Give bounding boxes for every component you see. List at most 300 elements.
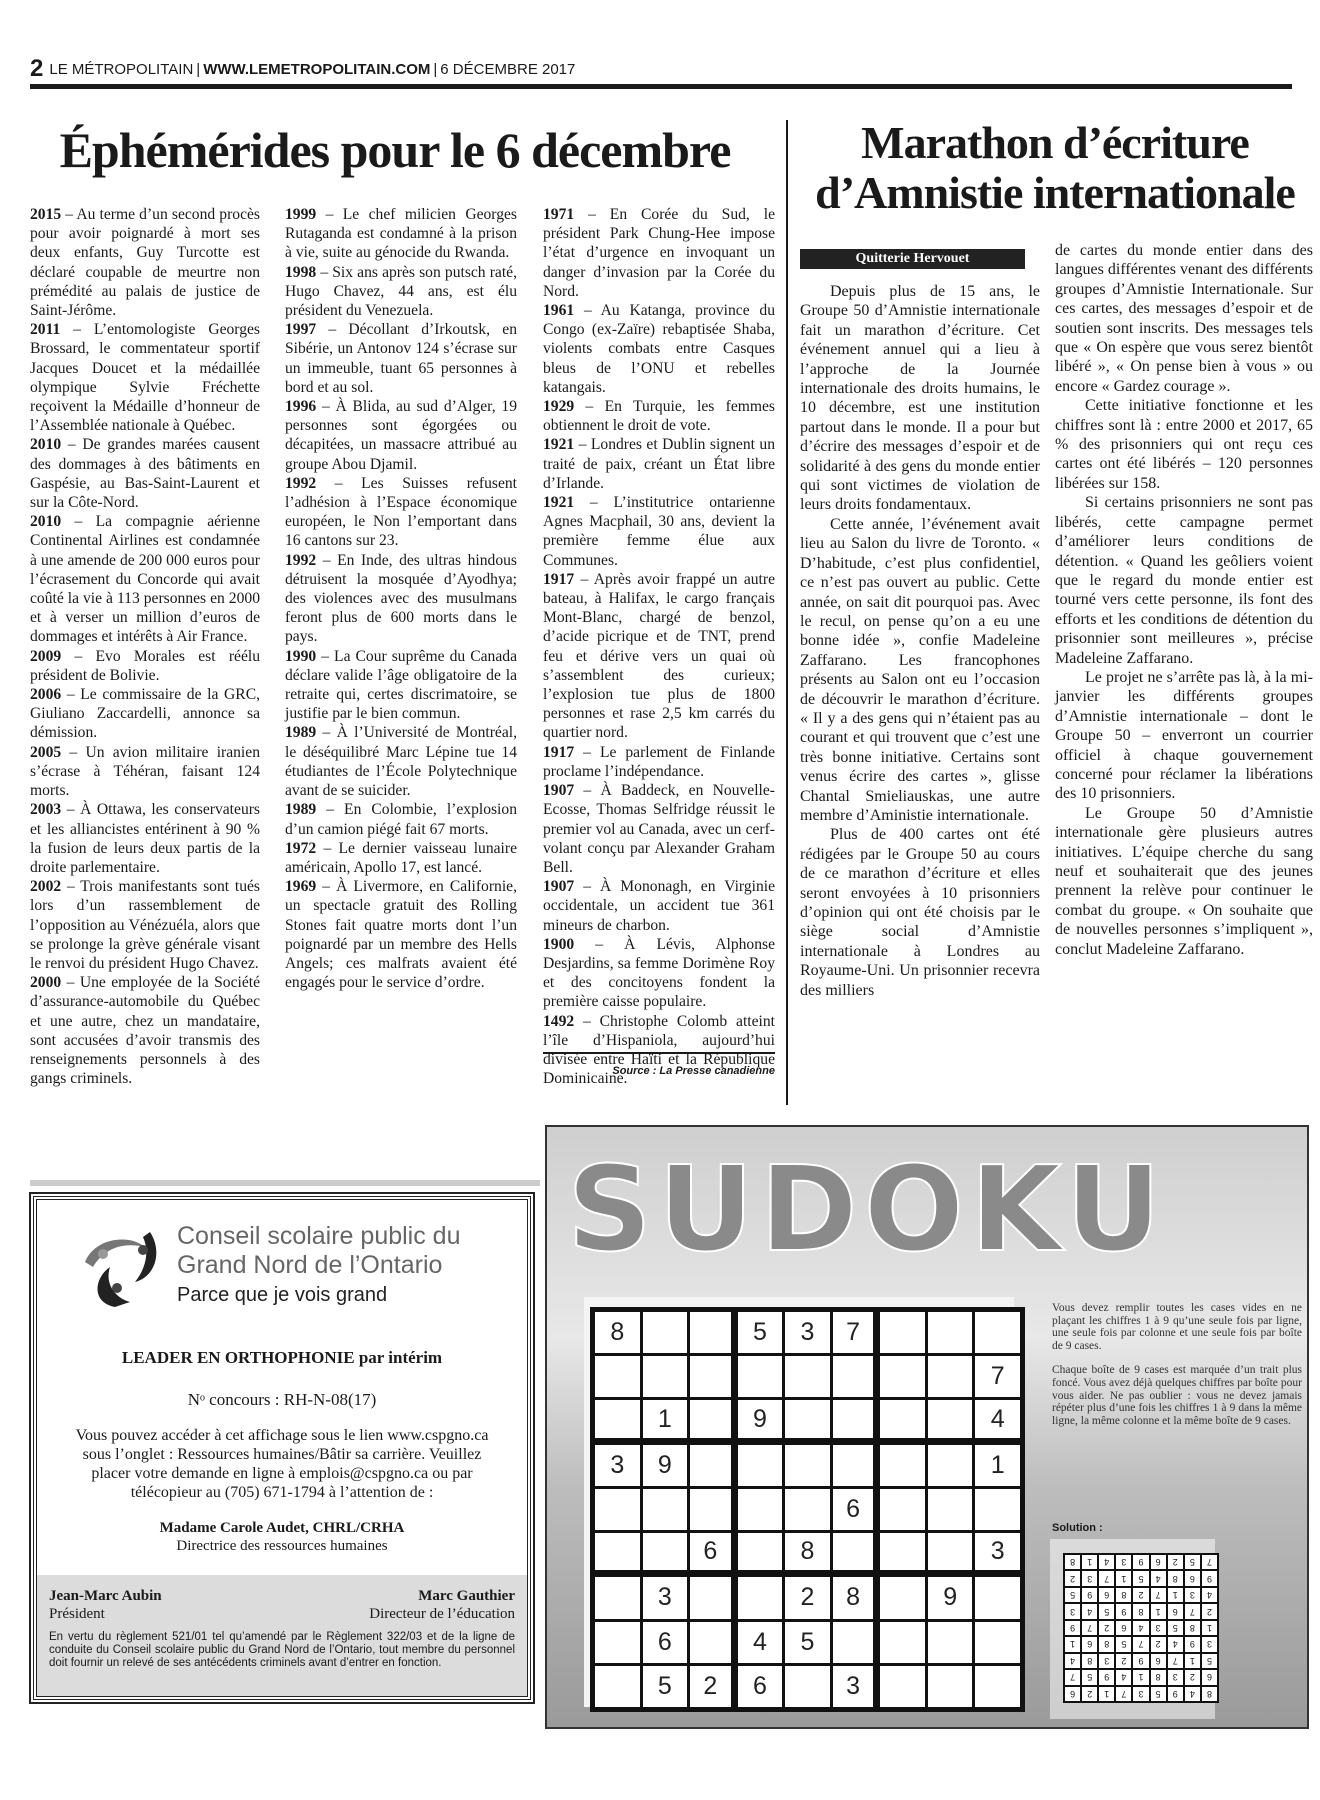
sudoku-cell[interactable] (785, 1445, 830, 1486)
organization-tagline: Parce que je vois grand (177, 1284, 388, 1306)
sudoku-cell[interactable] (880, 1666, 925, 1707)
solution-cell: 4 (1099, 1555, 1114, 1569)
job-title: LEADER EN ORTHOPHONIE par intérim (121, 1348, 443, 1367)
entry-text: – En Turquie, les femmes obtiennent le droit de vote. (543, 398, 775, 435)
ephemerides-title: Éphémérides pour le 6 décembre (59, 122, 731, 178)
article-paragraph: Cette année, l’événement avait lieu au Salon du livre de Toronto. « D’habitude, c’est plus confidentiel, ce n’est pas ouvert au public. Cette année, on sait dit pourquoi pas. Avec le recul, on pense qu’on a eu une bonne idée », confie Madeleine Zaffarano. Les francophones présents au Salon ont eu l’occasion de découvrir le marathon d’écriture. « Il y a des gens qui n’étaient pas au courant et qui trouvent que c’est une très bonne initiative. Certains sont venus écrire des cartes », glisse Chantal Smieliauskas, une autre membre d’Aministie internationale. (800, 515, 1040, 824)
ephemerides-column-2 (285, 205, 517, 992)
sudoku-cell[interactable]: 1 (975, 1445, 1020, 1486)
source-credit: Source : La Presse canadienne (612, 1065, 775, 1077)
solution-cell: 3 (1151, 1621, 1166, 1635)
solution-cell: 3 (1133, 1687, 1148, 1701)
sudoku-instructions (1052, 1302, 1302, 1439)
sudoku-cell[interactable] (880, 1445, 925, 1486)
sudoku-cell[interactable]: 5 (785, 1622, 830, 1663)
entry-year: 1989 (285, 724, 317, 742)
sudoku-cell[interactable]: 8 (595, 1312, 640, 1353)
solution-cell: 3 (1116, 1555, 1131, 1569)
solution-cell: 1 (1133, 1670, 1148, 1684)
solution-cell: 3 (1099, 1654, 1114, 1668)
sudoku-cell[interactable] (643, 1356, 688, 1397)
school-board-logo-icon (75, 1222, 165, 1312)
sudoku-cell[interactable]: 5 (738, 1312, 783, 1353)
sudoku-cell[interactable]: 6 (833, 1489, 874, 1530)
ephemeride-entry (285, 551, 517, 647)
sudoku-cell[interactable] (975, 1666, 1020, 1707)
solution-cell: 6 (1151, 1654, 1166, 1668)
solution-cell: 3 (1082, 1571, 1097, 1585)
solution-cell: 7 (1202, 1555, 1217, 1569)
solution-cell: 9 (1133, 1555, 1148, 1569)
article-paragraph: Si certains prisonniers ne sont pas libérés, cette campagne permet d’améliorer leurs conditions de détention. « Quand les geôliers voient que le regard du monde entier est tourné vers cette personne, ils font des efforts et les conditions de détention du prisonnier sont meilleures », précise Madeleine Zaffarano. (1055, 494, 1313, 667)
ephemeride-entry (285, 263, 517, 321)
sudoku-cell[interactable]: 3 (785, 1312, 830, 1353)
entry-year: 1992 (285, 551, 317, 569)
sudoku-cell[interactable] (880, 1312, 925, 1353)
sudoku-solution-grid (1063, 1553, 1219, 1703)
solution-cell: 5 (1065, 1588, 1080, 1602)
sudoku-cell[interactable]: 7 (833, 1312, 874, 1353)
entry-text: – La compagnie aérienne Continental Airlines est condamnée à une amende de 200 000 euros pour l’écrasement du Concorde qui avait coûté la vie à 113 personnes en 2000 et à verser un million d’euros de dommages et intérêts à Air France. (30, 513, 260, 646)
separator: | (196, 61, 201, 78)
sudoku-cell[interactable] (880, 1577, 925, 1618)
article-paragraph: Le Groupe 50 d’Amnistie internationale gère plusieurs autres initiatives. L’équipe cherche du sang neuf et souhaiterait que des jeunes prennent la relève pour continuer le combat du groupe. « On souhaite que de nouvelles personnes s’impliquent », conclut Madeleine Zaffarano. (1055, 804, 1313, 958)
sudoku-cell[interactable] (975, 1489, 1020, 1530)
sudoku-cell[interactable] (833, 1400, 874, 1437)
sudoku-cell[interactable] (595, 1400, 640, 1437)
sudoku-cell[interactable] (690, 1356, 731, 1397)
sudoku-cell[interactable] (880, 1400, 925, 1437)
ephemeride-entry (543, 301, 775, 397)
sudoku-cell[interactable]: 7 (975, 1356, 1020, 1397)
ephemeride-entry (30, 205, 260, 320)
sudoku-cell[interactable] (738, 1356, 783, 1397)
sudoku-cell[interactable] (595, 1577, 640, 1618)
solution-cell: 7 (1185, 1604, 1200, 1618)
entry-year: 1989 (285, 801, 317, 819)
entry-year: 1997 (285, 321, 317, 339)
sudoku-cell[interactable] (738, 1533, 783, 1570)
entry-text: – Au Katanga, province du Congo (ex-Zaïre) rebaptisée Shaba, violents combats entre Casques bleus de l’ONU et rebelles katangais. (543, 302, 775, 396)
ephemeride-entry (30, 647, 260, 685)
solution-cell: 9 (1099, 1670, 1114, 1684)
sudoku-cell[interactable] (833, 1445, 874, 1486)
sudoku-cell[interactable] (595, 1622, 640, 1663)
entry-year: 2002 (30, 878, 62, 896)
entry-year: 1969 (285, 878, 317, 896)
solution-cell: 4 (1185, 1687, 1200, 1701)
sudoku-cell[interactable] (690, 1312, 731, 1353)
solution-cell: 8 (1185, 1621, 1200, 1635)
solution-cell: 6 (1065, 1687, 1080, 1701)
solution-cell: 2 (1133, 1588, 1148, 1602)
sudoku-cell[interactable] (643, 1312, 688, 1353)
solution-cell: 8 (1082, 1654, 1097, 1668)
sudoku-cell[interactable]: 3 (643, 1577, 688, 1618)
solution-cell: 4 (1116, 1670, 1131, 1684)
entry-text: – À Livermore, en Californie, un spectacle gratuit des Rolling Stones fait quatre morts dont l’un poignardé par un membre des Hells Angels; ces malfrats avaient été engagés pour le service d’ordre. (285, 878, 517, 992)
entry-text: – Londres et Dublin signent un traité de paix, créant un État libre d’Irlande. (543, 436, 775, 492)
entry-text: – À l’Université de Montréal, le déséquilibré Marc Lépine tue 14 étudiantes de l’École Polytechnique avant de se suicider. (285, 724, 517, 800)
entry-text: – Evo Morales est réélu président de Bolivie. (30, 647, 260, 684)
ephemeride-entry (30, 973, 260, 1088)
solution-cell: 9 (1202, 1571, 1217, 1585)
entry-text: – Décollant d’Irkoutsk, en Sibérie, un Antonov 124 s’écrase sur un immeuble, tuant 65 personnes à bord et au sol. (285, 321, 517, 396)
solution-cell: 7 (1133, 1637, 1148, 1651)
sudoku-cell[interactable]: 3 (975, 1533, 1020, 1570)
sudoku-cell[interactable] (833, 1622, 874, 1663)
entry-text: – À Mononagh, en Virginie occidentale, un accident tue 361 mineurs de charbon. (543, 878, 775, 934)
ad-footer (37, 1575, 527, 1696)
ephemerides-column-3 (543, 205, 775, 1088)
sudoku-cell[interactable]: 2 (690, 1666, 731, 1707)
solution-cell: 4 (1082, 1604, 1097, 1618)
entry-year: 2006 (30, 686, 62, 704)
article-paragraph: Cette initiative fonctionne et les chiffres sont là : entre 2000 et 2017, 65 % des prisonniers qui ont reçu ces cartes ont été libérés – 120 personnes libérées sur 158. (1055, 397, 1313, 492)
author-byline: Quitterie Hervouet (800, 249, 1025, 269)
sudoku-cell[interactable] (833, 1533, 874, 1570)
sudoku-cell[interactable]: 3 (595, 1445, 640, 1486)
organization-name-line-2: Grand Nord de l’Ontario (177, 1251, 443, 1279)
sudoku-cell[interactable] (738, 1577, 783, 1618)
entry-year: 2011 (30, 321, 61, 339)
entry-text: – L’institutrice ontarienne Agnes Macphail, 30 ans, devient la première femme élue aux Communes. (543, 494, 775, 569)
entry-text: – En Inde, des ultras hindous détruisent la mosquée d’Ayodhya; des violences avec des musulmans feront plus de 600 morts dans le pays. (285, 551, 517, 646)
solution-cell: 1 (1151, 1604, 1166, 1618)
entry-year: 1907 (543, 878, 575, 896)
solution-cell: 1 (1202, 1621, 1217, 1635)
solution-cell: 8 (1151, 1670, 1166, 1684)
sudoku-cell[interactable] (690, 1577, 731, 1618)
ephemeride-entry (543, 935, 775, 1012)
ephemeride-entry (285, 647, 517, 724)
sudoku-cell[interactable] (785, 1666, 830, 1707)
solution-cell: 9 (1082, 1588, 1097, 1602)
organization-name (177, 1222, 460, 1280)
solution-cell: 6 (1151, 1555, 1166, 1569)
solution-cell: 3 (1168, 1670, 1183, 1684)
solution-cell: 6 (1099, 1588, 1114, 1602)
solution-cell: 8 (1133, 1604, 1148, 1618)
ephemeride-entry (285, 320, 517, 397)
sudoku-cell[interactable]: 9 (643, 1445, 688, 1486)
entry-year: 2015 (30, 206, 62, 223)
sudoku-cell[interactable] (785, 1489, 830, 1530)
entry-text: – Le parlement de Finlande proclame l’indépendance. (543, 743, 775, 780)
sudoku-cell[interactable] (928, 1356, 973, 1397)
entry-year: 1971 (543, 206, 575, 223)
website-link[interactable]: WWW.LEMETROPOLITAIN.COM (203, 61, 431, 78)
ephemeride-entry (285, 839, 517, 877)
sudoku-cell[interactable]: 4 (975, 1400, 1020, 1437)
contact-role: Directrice des ressources humaines (176, 1538, 388, 1554)
sudoku-cell[interactable] (595, 1356, 640, 1397)
section-divider (30, 1180, 540, 1186)
solution-cell: 3 (1202, 1637, 1217, 1651)
entry-text: – La Cour suprême du Canada déclare valide l’âge obligatoire de la retraite qui, certes discrimatoire, se justifie par le bien commun. (285, 647, 517, 723)
solution-cell: 6 (1168, 1604, 1183, 1618)
entry-year: 2009 (30, 647, 62, 665)
ephemerides-column-1 (30, 205, 260, 1088)
publication-name: LE MÉTROPOLITAIN (49, 61, 194, 78)
entry-text: – De grandes marées causent des dommages à des bâtiments en Gaspésie, au Bas-Saint-Laurent et sur la Côte-Nord. (30, 436, 260, 512)
entry-text: – Le dernier vaisseau lunaire américain, Apollo 17, est lancé. (285, 839, 517, 876)
solution-cell: 4 (1202, 1588, 1217, 1602)
ephemeride-entry (30, 685, 260, 743)
sudoku-cell[interactable] (880, 1356, 925, 1397)
sudoku-cell[interactable] (738, 1489, 783, 1530)
entry-year: 1921 (543, 494, 575, 512)
solution-cell: 5 (1099, 1604, 1114, 1618)
solution-cell: 8 (1168, 1571, 1183, 1585)
entry-year: 1917 (543, 570, 575, 588)
solution-cell: 5 (1202, 1654, 1217, 1668)
ephemeride-entry (30, 435, 260, 512)
ephemeride-entry (543, 877, 775, 935)
sudoku-cell[interactable]: 6 (738, 1666, 783, 1707)
ephemeride-entry (285, 877, 517, 992)
entry-text: – Christophe Colomb atteint l’île d’Hispaniola, aujourd’hui divisée entre Haïti et la République Dominicaine. (543, 1012, 775, 1088)
solution-cell: 1 (1185, 1654, 1200, 1668)
entry-year: 2000 (30, 974, 62, 992)
entry-year: 1998 (285, 263, 317, 281)
sudoku-cell[interactable] (595, 1533, 640, 1570)
sudoku-cell[interactable] (833, 1356, 874, 1397)
signature-director (369, 1587, 515, 1623)
sudoku-title: SUDOKU (567, 1140, 1168, 1278)
sudoku-cell[interactable] (928, 1445, 973, 1486)
sudoku-cell[interactable] (880, 1533, 925, 1570)
solution-cell: 1 (1082, 1555, 1097, 1569)
sudoku-cell[interactable]: 8 (833, 1577, 874, 1618)
solution-cell: 9 (1168, 1687, 1183, 1701)
signatory-role: Président (49, 1606, 105, 1622)
ephemeride-entry (543, 493, 775, 570)
signature-president (49, 1587, 162, 1623)
article-title-line-1: Marathon d’écriture (861, 117, 1249, 168)
entry-text: – Six ans après son putsch raté, Hugo Chavez, 44 ans, est élu président du Venezuela. (285, 263, 517, 320)
issue-date: 6 DÉCEMBRE 2017 (440, 61, 576, 78)
sudoku-cell[interactable]: 9 (738, 1400, 783, 1437)
column-divider (786, 120, 788, 1105)
sudoku-cell[interactable] (928, 1400, 973, 1437)
entry-text: – Après avoir frappé un autre bateau, à Halifax, le cargo français Mont-Blanc, chargé de benzol, d’acide picrique et de TNT, prend feu et dérive vers un quai où s’assemblent des curieux; l’explosion tue plus de 1800 personnes et rase 2,5 km carrés du quartier nord. (543, 570, 775, 742)
entry-year: 2010 (30, 436, 62, 454)
solution-cell: 8 (1065, 1555, 1080, 1569)
solution-cell: 9 (1133, 1654, 1148, 1668)
page-number: 2 (30, 55, 44, 82)
solution-cell: 9 (1065, 1621, 1080, 1635)
sudoku-cell[interactable] (595, 1489, 640, 1530)
sudoku-cell[interactable] (975, 1577, 1020, 1618)
ephemeride-entry (543, 781, 775, 877)
solution-cell: 7 (1116, 1687, 1131, 1701)
solution-cell: 5 (1185, 1555, 1200, 1569)
solution-cell: 1 (1065, 1637, 1080, 1651)
solution-cell: 9 (1185, 1637, 1200, 1651)
entry-year: 1992 (285, 474, 317, 492)
entry-year: 1917 (543, 743, 575, 761)
entry-text: – Les Suisses refusent l’adhésion à l’Espace économique européen, le Non l’emportant dans 16 cantons sur 23. (285, 474, 517, 550)
solution-cell: 1 (1116, 1571, 1131, 1585)
article-title-line-2: d’Amnistie internationale (815, 167, 1295, 218)
ephemeride-entry (543, 570, 775, 743)
solution-cell: 4 (1133, 1621, 1148, 1635)
entry-text: – À Lévis, Alphonse Desjardins, sa femme Dorimène Roy et des concitoyens fondent la première caisse populaire. (543, 935, 775, 1011)
solution-cell: 2 (1202, 1604, 1217, 1618)
article-paragraph: Plus de 400 cartes ont été rédigées par le Groupe 50 au cours de ce marathon d’écriture et elles seront envoyées à 10 prisonniers d’opinion qui ont été choisis par le siège social d’Amnistie internationale à Londres au Royaume-Uni. Un prisonnier recevra des milliers (800, 826, 1040, 999)
sudoku-cell[interactable] (643, 1533, 688, 1570)
sudoku-cell[interactable]: 5 (643, 1666, 688, 1707)
entry-text: – Un avion militaire iranien s’écrase à Téhéran, faisant 124 morts. (30, 743, 260, 800)
legal-notice: En vertu du règlement 521/01 tel qu’amendé par le Règlement 322/03 et de la ligne de conduite du Conseil scolaire public du Grand Nord de l’Ontario, tout membre du personnel doit fournir un relevé de ses antécédents criminels avant d’entrer en fonction. (49, 1631, 515, 1669)
solution-cell: 6 (1185, 1571, 1200, 1585)
sudoku-cell[interactable] (928, 1312, 973, 1353)
entry-text: – Le chef milicien Georges Rutaganda est condamné à la prison à vie, suite au génocide du Rwanda. (285, 206, 517, 262)
solution-cell: 6 (1116, 1621, 1131, 1635)
application-instructions: Vous pouvez accéder à cet affichage sous le lien www.cspgno.ca sous l’onglet : Ressources humaines/Bâtir sa carrière. Veuillez placer votre demande en ligne à emplois@cspgno.ca ou par télécopieur au (705) 671-1794 à l’attention de : (75, 1427, 489, 1501)
solution-cell: 3 (1065, 1604, 1080, 1618)
sudoku-cell[interactable] (880, 1489, 925, 1530)
sudoku-cell[interactable] (880, 1622, 925, 1663)
solution-cell: 4 (1065, 1654, 1080, 1668)
source-divider (543, 1052, 775, 1054)
entry-text: – Trois manifestants sont tués lors d’un rassemblement de l’opposition au Vénézuéla, alors que se prolonge la grève générale visant le renvoi du président Hugo Chavez. (30, 878, 260, 972)
entry-year: 2003 (30, 801, 62, 819)
ephemeride-entry (285, 800, 517, 838)
organization-name-line-1: Conseil scolaire public du (177, 1222, 461, 1250)
solution-cell: 5 (1151, 1687, 1166, 1701)
entry-text: – En Colombie, l’explosion d’un camion piégé fait 67 morts. (285, 801, 517, 838)
ephemeride-entry (30, 743, 260, 801)
sudoku-cell[interactable]: 9 (928, 1577, 973, 1618)
solution-cell: 8 (1202, 1687, 1217, 1701)
competition-number: Nᵒ concours : RH-N-08(17) (187, 1390, 377, 1409)
sudoku-cell[interactable]: 8 (785, 1533, 830, 1570)
article-column-1 (800, 282, 1040, 1000)
entry-year: 1907 (543, 782, 575, 800)
sudoku-cell[interactable] (785, 1356, 830, 1397)
ephemeride-entry (285, 723, 517, 800)
sudoku-cell[interactable] (690, 1622, 731, 1663)
solution-cell: 2 (1065, 1571, 1080, 1585)
entry-year: 1929 (543, 398, 575, 416)
sudoku-cell[interactable] (643, 1489, 688, 1530)
signatory-role: Directeur de l’éducation (369, 1606, 515, 1622)
entry-text: – Le commissaire de la GRC, Giuliano Zaccardelli, annonce sa démission. (30, 686, 260, 742)
article-title (800, 118, 1310, 218)
solution-cell: 7 (1099, 1571, 1114, 1585)
entry-text: – À Baddeck, en Nouvelle-Ecosse, Thomas Selfridge réussit le premier vol au Canada, avec un cerf-volant conçu par Alexander Graham Bell. (543, 782, 775, 876)
entry-year: 1990 (285, 647, 317, 665)
solution-cell: 7 (1065, 1670, 1080, 1684)
ephemeride-entry (285, 397, 517, 474)
solution-cell: 7 (1151, 1588, 1166, 1602)
entry-text: – À Ottawa, les conservateurs et les alliancistes entérinent à 90 % la fusion de leurs deux partis de la droite parlementaire. (30, 801, 260, 876)
entry-year: 2005 (30, 743, 62, 761)
entry-year: 1921 (543, 436, 575, 454)
ephemeride-entry (30, 877, 260, 973)
entry-text: – Au terme d’un second procès pour avoir poignardé à mort ses deux enfants, Guy Turcotte est déclaré coupable de meurtre non prémédité au palais de justice de Saint-Jérôme. (30, 206, 260, 320)
solution-cell: 6 (1202, 1670, 1217, 1684)
sudoku-cell[interactable] (785, 1400, 830, 1437)
solution-cell: 8 (1116, 1588, 1131, 1602)
sudoku-section (545, 1125, 1309, 1729)
article-column-2 (1055, 241, 1313, 959)
sudoku-cell[interactable]: 3 (833, 1666, 874, 1707)
sudoku-cell[interactable]: 6 (643, 1622, 688, 1663)
sudoku-cell[interactable] (738, 1445, 783, 1486)
masthead (30, 55, 1292, 89)
solution-cell: 4 (1151, 1571, 1166, 1585)
sudoku-cell[interactable]: 1 (643, 1400, 688, 1437)
sudoku-cell[interactable] (595, 1666, 640, 1707)
entry-year: 1900 (543, 935, 575, 953)
entry-text: – L’entomologiste Georges Brossard, le commentateur sportif Jacques Doucet et la médaillée olympique Sylvie Fréchette reçoivent la Médaille d’honneur de l’Assemblée nationale à Québec. (30, 321, 260, 435)
sudoku-cell[interactable]: 4 (738, 1622, 783, 1663)
sudoku-cell[interactable] (690, 1489, 731, 1530)
job-advertisement (33, 1196, 531, 1700)
solution-cell: 1 (1168, 1588, 1183, 1602)
ephemeride-entry (543, 743, 775, 781)
ephemeride-entry (30, 320, 260, 435)
sudoku-cell[interactable]: 2 (785, 1577, 830, 1618)
ephemeride-entry (543, 397, 775, 435)
article-paragraph: Depuis plus de 15 ans, le Groupe 50 d’Amnistie internationale fait un marathon d’écriture. Cet événement annuel qui a lieu à l’approche de la Journée internationale des droits humains, le 10 décembre, est une institution partout dans le monde. Il a pour but d’écrire des messages d’espoir et de solidarité à des gens du monde entier qui sont victimes de violation de leurs droits fondamentaux. (800, 283, 1040, 514)
entry-text: – En Corée du Sud, le président Park Chung-Hee impose l’état d’urgence en invoquant un danger d’invasion par la Corée du Nord. (543, 206, 775, 300)
solution-cell: 8 (1099, 1637, 1114, 1651)
sudoku-cell[interactable]: 6 (690, 1533, 731, 1570)
ephemeride-entry (543, 435, 775, 493)
solution-cell: 2 (1185, 1670, 1200, 1684)
solution-cell: 2 (1099, 1621, 1114, 1635)
entry-text: – À Blida, au sud d’Alger, 19 personnes sont égorgées ou décapitées, un massacre attribué au groupe Abou Djamil. (285, 398, 517, 473)
article-paragraph: Le projet ne s’arrête pas là, à la mi-janvier les différents groupes d’Amnistie internationale – dont le Groupe 50 – enverront un courrier officiel à chaque gouvernement concerné pour réclamer la libérations des 10 prisonniers. (1055, 668, 1313, 803)
ephemeride-entry (285, 474, 517, 551)
solution-cell: 5 (1133, 1571, 1148, 1585)
sudoku-cell[interactable] (975, 1312, 1020, 1353)
article-paragraph: de cartes du monde entier dans des langues différentes venant des différents groupes d’Amnistie Internationale. Sur ces cartes, des messages d’espoir et de soutien sont inscrits. Des messages tels que « On espère que vous serez bientôt libéré », « On pense bien à vous » ou encore « Gardez courage ». (1055, 242, 1313, 395)
instructions-paragraph: Chaque boîte de 9 cases est marquée d’un trait plus foncé. Vous avez déjà quelques chiffres par boîte pour vous aider. Ne pas oublier : vous ne devez jamais répéter plus d’une fois les chiffres 1 à 9 dans la même ligne, la même colonne et la même boîte de 9 cases. (1052, 1364, 1302, 1427)
sudoku-grid[interactable] (590, 1307, 1025, 1712)
entry-year: 2010 (30, 513, 62, 531)
entry-text: – Une employée de la Société d’assurance-automobile du Québec et une autre, chez un mandataire, sont accusées d’avoir transmis des renseignements personnels à des gangs criminels. (30, 974, 260, 1088)
sudoku-cell[interactable] (928, 1622, 973, 1663)
entry-year: 1972 (285, 839, 317, 857)
entry-year: 1999 (285, 206, 317, 223)
signatory-name: Jean-Marc Aubin (49, 1588, 162, 1604)
sudoku-cell[interactable] (690, 1400, 731, 1437)
ephemeride-entry (285, 205, 517, 263)
ephemeride-entry (30, 800, 260, 877)
solution-cell: 1 (1099, 1687, 1114, 1701)
solution-cell: 5 (1116, 1637, 1131, 1651)
solution-cell: 7 (1082, 1621, 1097, 1635)
sudoku-cell[interactable] (928, 1666, 973, 1707)
solution-cell: 2 (1082, 1687, 1097, 1701)
sudoku-cell[interactable] (928, 1489, 973, 1530)
instructions-paragraph: Vous devez remplir toutes les cases vides en ne plaçant les chiffres 1 à 9 qu’une seule fois par ligne, une seule fois par colonne et une seule fois par boîte de 9 cases. (1052, 1302, 1302, 1352)
entry-year: 1996 (285, 398, 317, 416)
sudoku-cell[interactable] (928, 1533, 973, 1570)
sudoku-cell[interactable] (690, 1445, 731, 1486)
signatory-name: Marc Gauthier (418, 1588, 515, 1604)
contact-name: Madame Carole Audet, CHRL/CRHA (159, 1520, 405, 1536)
sudoku-grid-container (584, 1297, 1014, 1707)
sudoku-cell[interactable] (975, 1622, 1020, 1663)
solution-cell: 2 (1151, 1637, 1166, 1651)
solution-cell: 4 (1168, 1637, 1183, 1651)
